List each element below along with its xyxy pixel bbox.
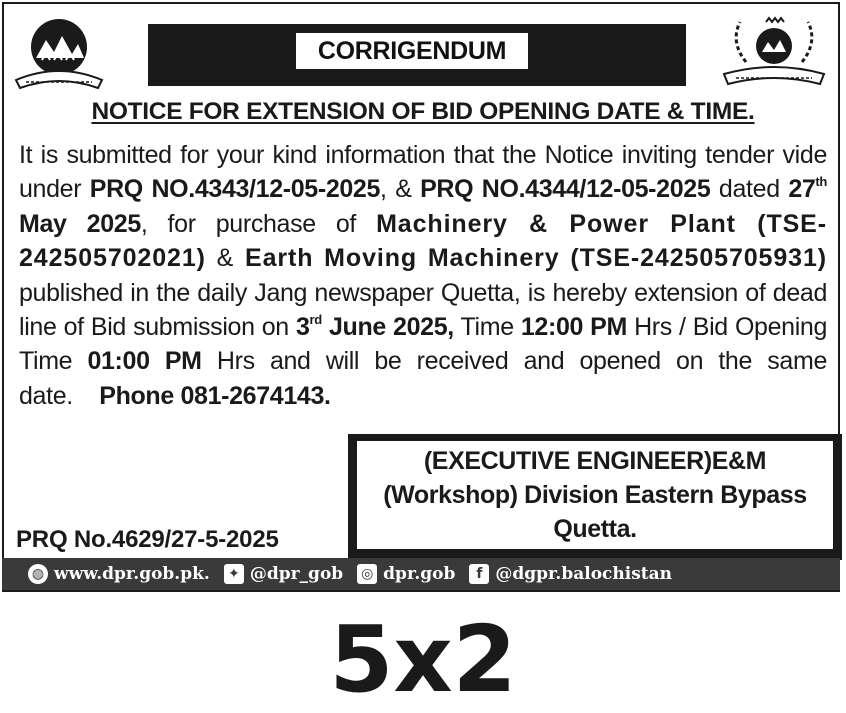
facebook-icon: f <box>469 564 489 584</box>
body-text: & <box>205 244 245 273</box>
footer-website[interactable] <box>28 564 210 584</box>
submission-month-year: June 2025, <box>321 313 454 342</box>
dated-suffix: th <box>815 174 827 190</box>
body-text: , & <box>380 175 421 204</box>
submission-day: 3 <box>295 313 310 342</box>
item-machinery: Machinery & Power Plant (TSE-242505702021) <box>19 209 827 273</box>
balochistan-emblem-left <box>12 14 106 92</box>
phone-number: Phone 081-2674143. <box>99 381 331 410</box>
body-text: Hrs and will be received and opened on the same date. <box>19 347 827 410</box>
submission-time: 12:00 PM <box>520 313 627 342</box>
body-text: Time <box>453 313 521 342</box>
page-title: CORRIGENDUM <box>296 33 528 69</box>
facebook-label: @dgpr.balochistan <box>495 564 673 584</box>
signature-line-3: Quetta. <box>553 515 637 543</box>
prq-reference: PRQ No.4629/27-5-2025 <box>16 526 279 553</box>
footer-instagram[interactable] <box>357 564 455 584</box>
body-text: dated <box>710 175 789 204</box>
footer-twitter[interactable] <box>224 564 343 584</box>
item-earth-moving: Earth Moving Machinery (TSE-242505705931) <box>245 244 827 273</box>
signature-line-2: (Workshop) Division Eastern Bypass <box>383 481 807 509</box>
dated-day: 27 <box>788 175 816 204</box>
dated-month-year: May 2025 <box>19 209 141 238</box>
submission-suffix: rd <box>309 312 322 328</box>
twitter-label: @dpr_gob <box>249 564 344 584</box>
instagram-icon: ◎ <box>357 564 377 584</box>
body-text: Hrs / Bid Opening Time <box>19 313 828 376</box>
body-text: published in the daily Jang newspaper Quetta, is hereby extension of dead line of Bid submission on <box>19 278 827 342</box>
notice-heading: NOTICE FOR EXTENSION OF BID OPENING DATE & TIME. <box>91 98 755 125</box>
dgpr-emblem-right <box>716 12 832 92</box>
signature-block <box>357 441 833 549</box>
body-text: , for purchase of <box>140 209 377 238</box>
opening-time: 01:00 PM <box>87 347 202 376</box>
footer-bar <box>2 558 840 590</box>
prq-number-1: PRQ NO.4343/12-05-2025 <box>89 175 381 204</box>
signature-line-1: (EXECUTIVE ENGINEER)E&M <box>423 447 767 475</box>
twitter-icon: ✦ <box>224 564 244 584</box>
globe-icon: ◍ <box>28 564 48 584</box>
body-text: It is submitted for your kind information that the Notice inviting tender vide under <box>19 141 827 204</box>
signature-box <box>348 434 842 560</box>
website-label: www.dpr.gob.pk. <box>54 564 210 584</box>
notice-body <box>19 138 827 413</box>
footer-facebook[interactable] <box>469 564 672 584</box>
ad-size-label: 5x2 <box>329 606 517 713</box>
title-banner <box>148 24 686 86</box>
instagram-label: dpr.gob <box>383 564 456 584</box>
prq-number-2: PRQ NO.4344/12-05-2025 <box>420 175 711 204</box>
